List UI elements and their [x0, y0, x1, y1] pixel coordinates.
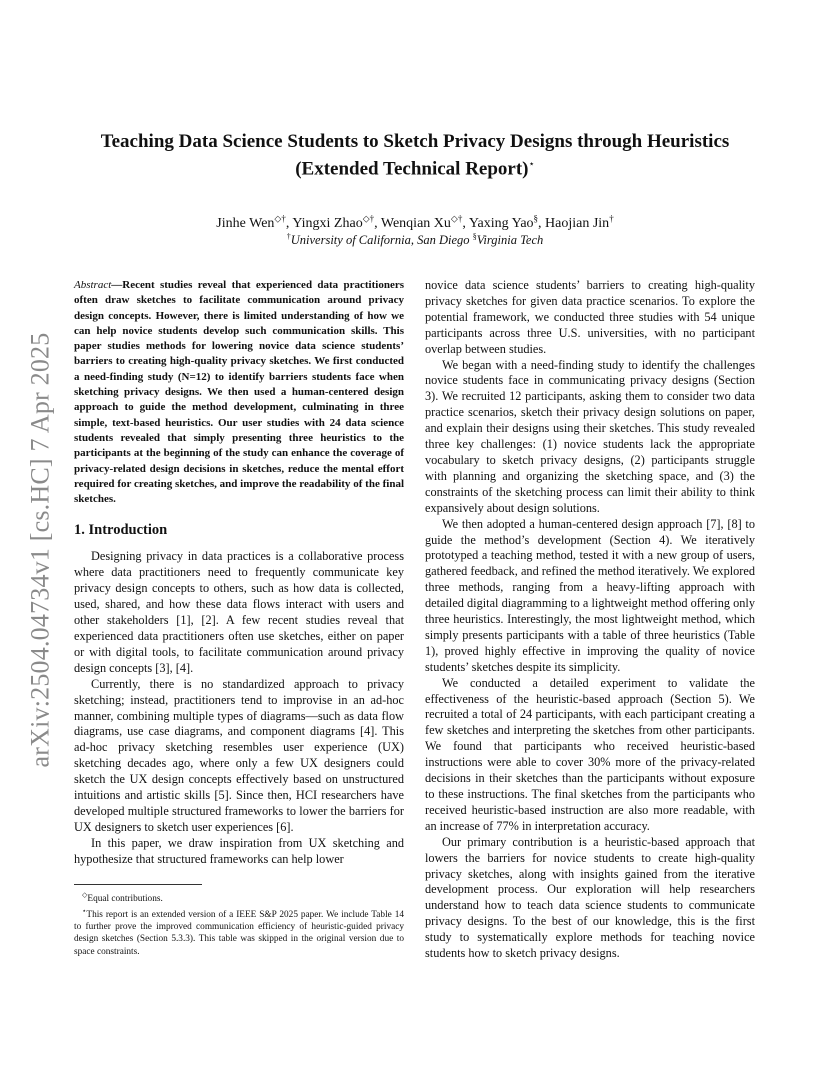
paragraph: In this paper, we draw inspiration from UX sketching and hypothesize that structured frameworks can help lower — [74, 835, 404, 866]
paragraph: We began with a need-finding study to identify the challenges novice students face in communicating privacy designs (Section 3). We recruited 12 participants, asking them to consider two data practice scenarios, sketch their privacy design solutions on paper, and explain their designs using their sketches. This study revealed three key challenges: (1) novice students lack the appropriate vocabulary to sketch privacy designs, (2) participants struggle with planning and organizing the sketching space, and (3) the constraints of the sketching process can limit their ability to think expansively about design solutions. — [425, 357, 755, 515]
abstract — [74, 278, 404, 507]
footnote-divider — [74, 884, 202, 885]
affiliation: University of California, San Diego — [290, 233, 470, 248]
paragraph: Designing privacy in data practices is a collaborative process where data practitioners need to frequently communicate key privacy design concepts to others, such as how data is collected, used, shared, and how these data flows interact with users and other stakeholders [1], [2]. A few recent studies reveal that experienced data practitioners often use sketches, either on paper or with digital tools, to facilitate communication around privacy design concepts [3], [4]. — [74, 549, 404, 675]
abstract-text: —Recent studies reveal that experienced data practitioners often draw sketches to facilitate communication around privacy design concepts. However, there is limited understanding of how we can help novice students develop such communication skills. This paper studies methods for lowering novice data science students’ barriers to creating high-quality privacy sketches. We first conducted a need-finding study (N=12) to identify barriers students face when sketching privacy designs. We then used a human-centered design approach to guide the method development, culminating in three simple, text-based heuristics. Our user studies with 24 data science students revealed that simply presenting three heuristics to the participants at the beginning of the study can enhance the coverage of privacy-related design decisions in sketches, reduce the mental effort required for creating sketches, and improve the readability of the final sketches. — [74, 279, 404, 506]
title-line-2: (Extended Technical Report)⋆ — [295, 158, 535, 180]
paragraph: Currently, there is no standardized approach to privacy sketching; instead, practitioners tend to improvise in an ad-hoc manner, combining multiple types of diagrams—such as data flow diagrams, use case diagrams, and component diagrams [4]. This ad-hoc privacy sketching resembles user experience (UX) sketching decades ago, where only a few UX designers could sketch the UX design concepts effectively based on unstructured intuitions and artistic skills [5]. Since then, HCI researchers have developed multiple structured frameworks to lower the barriers for UX designers to sketch user experiences [6]. — [74, 676, 404, 834]
paragraph: We conducted a detailed experiment to validate the effectiveness of the heuristic-based approach (Section 5). We recruited a total of 24 participants, with each participant creating a few sketches and interpreting the sketches from other participants. We found that participants who received heuristic-based instructions were able to cover 30% more of the privacy-related decisions in their sketches than the participants without exposure to these instructions. The final sketches from the participants who received heuristic-based instruction are also more readable, with an increase of 77% in interpretation accuracy. — [425, 675, 755, 833]
affiliation: Virginia Tech — [476, 233, 544, 248]
paragraph-continuation: novice data science students’ barriers to creating high-quality privacy sketches for given data practice scenarios. To explore the potential framework, we conducted three studies with 54 unique participants across three U.S. universities, with no participant overlap between studies. — [425, 278, 755, 356]
author: Jinhe Wen◇†, — [216, 213, 293, 231]
title-footnote-mark: ⋆ — [528, 159, 535, 170]
paragraph: Our primary contribution is a heuristic-based approach that lowers the barriers for novice students to create high-quality privacy sketches, along with insights gained from the iterative development process. Our exploration will help researchers understand how to teach data science students to communicate privacy designs. To the best of our knowledge, this is the first study to systematically explore methods for teaching novice students how to sketch privacy designs. — [425, 834, 755, 961]
footnote: ⋆This report is an extended version of a IEEE S&P 2025 paper. We include Table 14 to further prove the improved communication efficiency of heuristic-guided privacy design sketches (Section 5.3.3). This table was skipped in the original version due to space constraints. — [74, 906, 404, 957]
author: Wenqian Xu◇†, — [380, 213, 469, 231]
author: Haojian Jin† — [545, 213, 614, 231]
arxiv-identifier: arXiv:2504.04734v1 [cs.HC] 7 Apr 2025 — [25, 332, 55, 768]
paper-title — [80, 130, 750, 180]
author: Yaxing Yao§, — [468, 213, 546, 231]
section-heading: 1. Introduction — [74, 522, 168, 539]
right-column — [425, 278, 755, 962]
author: Yingxi Zhao◇†, — [292, 213, 381, 231]
abstract-label: Abstract — [74, 279, 112, 291]
paragraph: We then adopted a human-centered design approach [7], [8] to guide the method’s development (Section 4). We iteratively prototyped a teaching method, tested it with a new group of users, gathered feedback, and refined the method iteratively. We explored three methods, ranging from a heavy-lifting approach with detailed digital diagramming to a lightweight method offering only three heuristics. Interestingly, the most lightweight method, which simply presents participants with a table of three heuristics (Table 1), proved highly effective in improving the quality of novice students’ sketches despite its simplicity. — [425, 516, 755, 674]
title-line-1: Teaching Data Science Students to Sketch Privacy Designs through Heuristics — [100, 131, 730, 152]
left-column — [74, 278, 404, 958]
affiliations: †University of California, San Diego §Virginia Tech — [286, 232, 544, 248]
footnote: ◇Equal contributions. — [82, 890, 163, 904]
